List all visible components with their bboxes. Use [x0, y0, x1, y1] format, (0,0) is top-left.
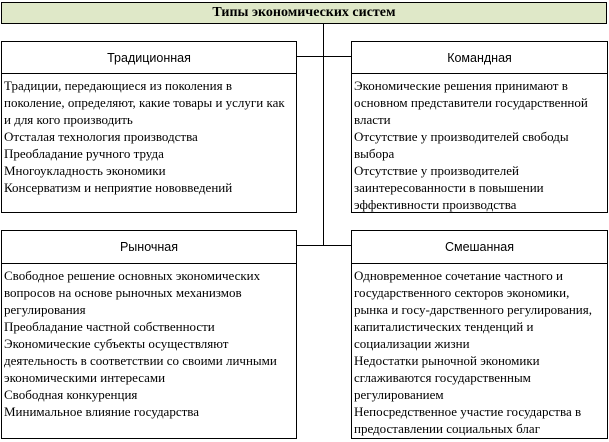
connector-bottom-branch [296, 245, 352, 246]
type-header-market: Рыночная [1, 230, 297, 264]
type-header-traditional: Традиционная [1, 41, 297, 74]
feature-item: Непосредственное участие государства в предоставлении социальных благ [354, 404, 582, 436]
type-features-mixed [351, 263, 608, 439]
feature-item: Отсутствие у производителей заинтересованности в повышении эффективности производства [354, 163, 544, 212]
feature-item: Консерватизм и неприятие нововведений [4, 180, 233, 195]
diagram-title: Типы экономических систем [1, 2, 607, 24]
feature-item: Свободная конкуренция [4, 387, 138, 402]
type-features-traditional [1, 73, 297, 213]
feature-item: Преобладание ручного труда [4, 146, 164, 161]
feature-item: Минимальное влияние государства [4, 404, 200, 419]
connector-top-branch [296, 56, 352, 57]
feature-item: Отсутствие у производителей свободы выбора [354, 129, 569, 161]
feature-item: Традиции, передающиеся из поколения в поколение, определяют, какие товары и услуги как и для кого производить [4, 78, 285, 127]
feature-item: Преобладание частной собственности [4, 319, 215, 334]
type-features-market [1, 263, 297, 439]
connector-trunk [323, 24, 324, 246]
feature-item: Одновременное сочетание частного и государственного секторов экономики, рынка и госу-дарственного регулирования, капиталистических тенденций и социализации жизни [354, 268, 592, 351]
type-header-mixed: Смешанная [351, 230, 608, 264]
feature-item: Многоукладность экономики [4, 163, 166, 178]
feature-item: Экономические решения принимают в основном представители государственной власти [354, 78, 588, 127]
type-header-command: Командная [351, 41, 608, 74]
type-features-command [351, 73, 608, 213]
feature-item: Недостатки рыночной экономики сглаживаются государственным регулированием [354, 353, 540, 402]
feature-item: Отсталая технология производства [4, 129, 198, 144]
feature-item: Свободное решение основных экономических вопросов на основе рыночных механизмов регулирования [4, 268, 261, 317]
feature-item: Экономические субъекты осуществляют деятельность в соответствии со своими личными экономическими интересами [4, 336, 277, 385]
